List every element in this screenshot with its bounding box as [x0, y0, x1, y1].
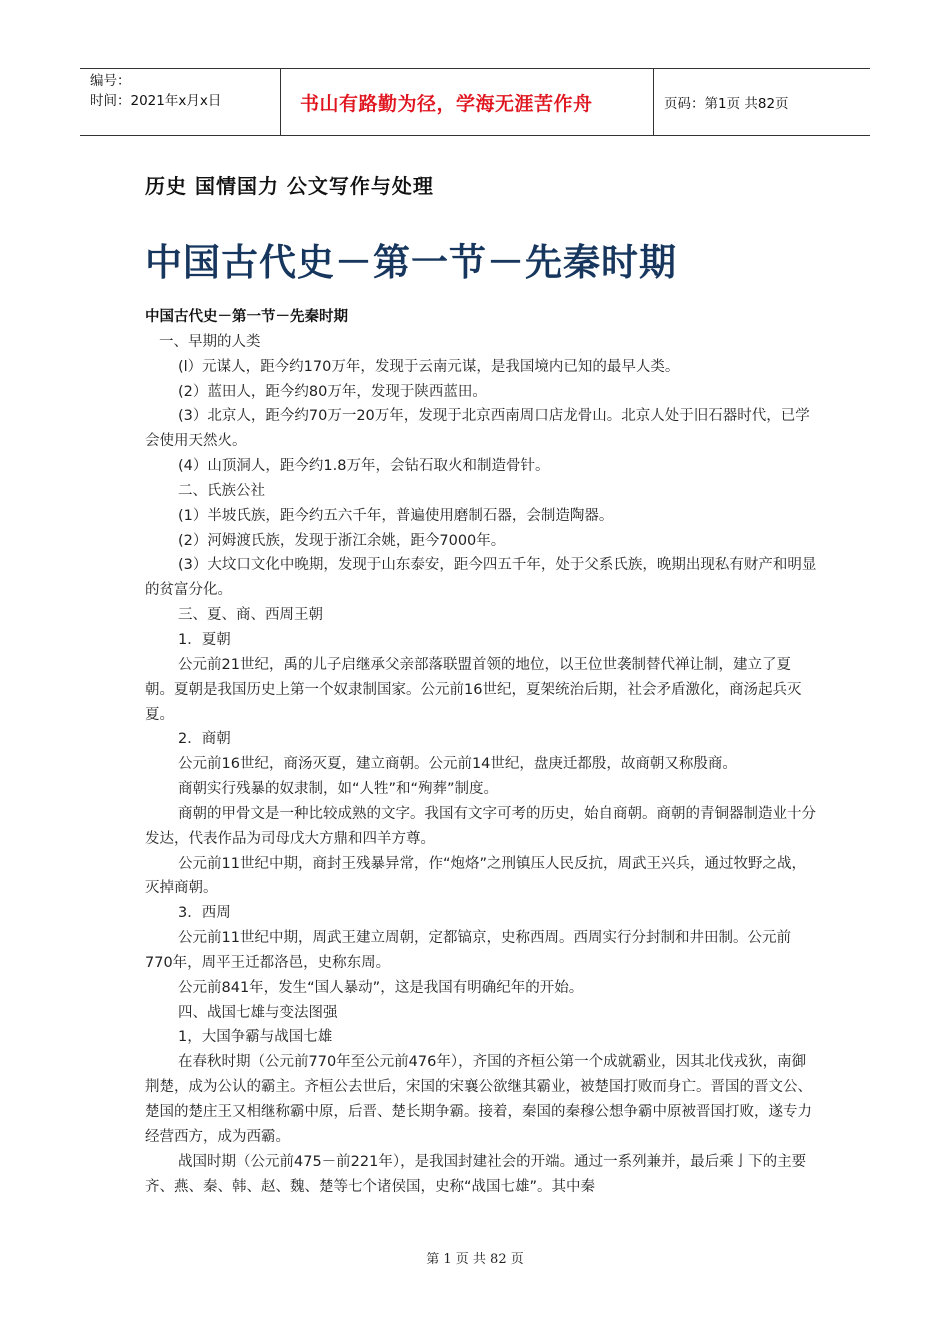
paragraph: (l）元谋人，距今约170万年，发现于云南元谋，是我国境内已知的最早人类。: [178, 358, 680, 375]
paragraph: 二、氏族公社: [178, 482, 265, 499]
paragraph: 一、早期的人类: [159, 333, 261, 350]
header-page-info: 页码：第1页 共82页: [664, 96, 789, 112]
paragraph: (2）河姆渡氏族，发现于浙江余姚，距今7000年。: [178, 532, 506, 549]
paragraph: 在春秋时期（公元前770年至公元前476年），齐国的齐桓公第一个成就霸业，因其北伐戎狄，南御荆楚，成为公认的霸主。齐桓公去世后，宋国的宋襄公欲继其霸业，被楚国打败而身亡。晋国的晋文公、楚国的楚庄王又相继称霸中原，后晋、楚长期争霸。接着，秦国的秦穆公想争霸中原被晋国打败，遂专力经营西方，成为西霸。: [145, 1054, 812, 1145]
paragraph: 商朝的甲骨文是一种比较成熟的文字。我国有文字可考的历史，始自商朝。商朝的青铜器制造业十分发达，代表作品为司母戊大方鼎和四羊方尊。: [145, 805, 816, 847]
paragraph-list: [145, 330, 817, 1200]
paragraph: 公元前21世纪，禹的儿子启继承父亲部落联盟首领的地位，以王位世袭制替代禅让制，建立了夏朝。夏朝是我国历史上第一个奴隶制国家。公元前16世纪，夏架统治后期，社会矛盾激化，商汤起兵灭夏。: [145, 656, 802, 723]
section-subtitle: 中国古代史－第一节－先秦时期: [145, 309, 348, 325]
paragraph: 三、夏、商、西周王朝: [178, 607, 323, 624]
paragraph: (3）北京人，距今约70万一20万年，发现于北京西南周口店龙骨山。北京人处于旧石器时代，已学会使用天然火。: [145, 408, 810, 450]
paragraph: 商朝实行残暴的奴隶制，如“人牲”和“殉葬”制度。: [178, 781, 499, 798]
page-title: 中国古代史－第一节－先秦时期: [145, 241, 677, 284]
header-time: 时间：2021年x月x日: [90, 93, 222, 109]
page-footer: 第 1 页 共 82 页: [426, 1252, 524, 1267]
paragraph: 3．西周: [178, 905, 231, 922]
header-meta: [80, 69, 281, 135]
paragraph: 1，大国争霸与战国七雄: [178, 1029, 333, 1046]
paragraph: (1）半坡氏族，距今约五六千年，普遍使用磨制石器，会制造陶器。: [178, 507, 614, 524]
header-motto: 书山有路勤为径，学海无涯苦作舟: [281, 69, 654, 135]
paragraph: 四、战国七雄与变法图强: [178, 1004, 338, 1021]
paragraph: 公元前11世纪中期，周武王建立周朝，定都镐京，史称西周。西周实行分封制和井田制。公元前770年，周平王迁都洛邑，史称东周。: [145, 930, 791, 971]
paragraph: (3）大坟口文化中晚期，发现于山东泰安，距今四五千年，处于父系氏族，晚期出现私有财产和明显的贫富分化。: [145, 557, 817, 599]
paragraph: (4）山顶洞人，距今约1.8万年，会钻石取火和制造骨针。: [178, 458, 550, 475]
paragraph: 2．商朝: [178, 731, 231, 748]
paragraph: 公元前16世纪，商汤灭夏，建立商朝。公元前14世纪，盘庚迁都殷，故商朝又称殷商。: [178, 756, 737, 773]
header-number: 编号：: [90, 73, 131, 89]
paragraph: 公元前841年，发生“国人暴动”，这是我国有明确纪年的开始。: [178, 979, 584, 996]
document-body: [145, 305, 817, 1199]
subject-tags: 历史 国情国力 公文写作与处理: [145, 174, 434, 198]
paragraph: (2）蓝田人，距今约80万年，发现于陕西蓝田。: [178, 383, 487, 400]
paragraph: 战国时期（公元前475－前221年），是我国封建社会的开端。通过一系列兼并，最后乘亅下的主要齐、燕、秦、韩、赵、魏、楚等七个诸侯国，史称“战国七雄”。其中秦: [145, 1153, 807, 1195]
page-header: [80, 68, 870, 136]
paragraph: 公元前11世纪中期，商封王残暴异常，作“炮烙”之刑镇压人民反抗，周武王兴兵，通过牧野之战，灭掉商朝。: [145, 855, 806, 897]
paragraph: 1．夏朝: [178, 631, 231, 648]
